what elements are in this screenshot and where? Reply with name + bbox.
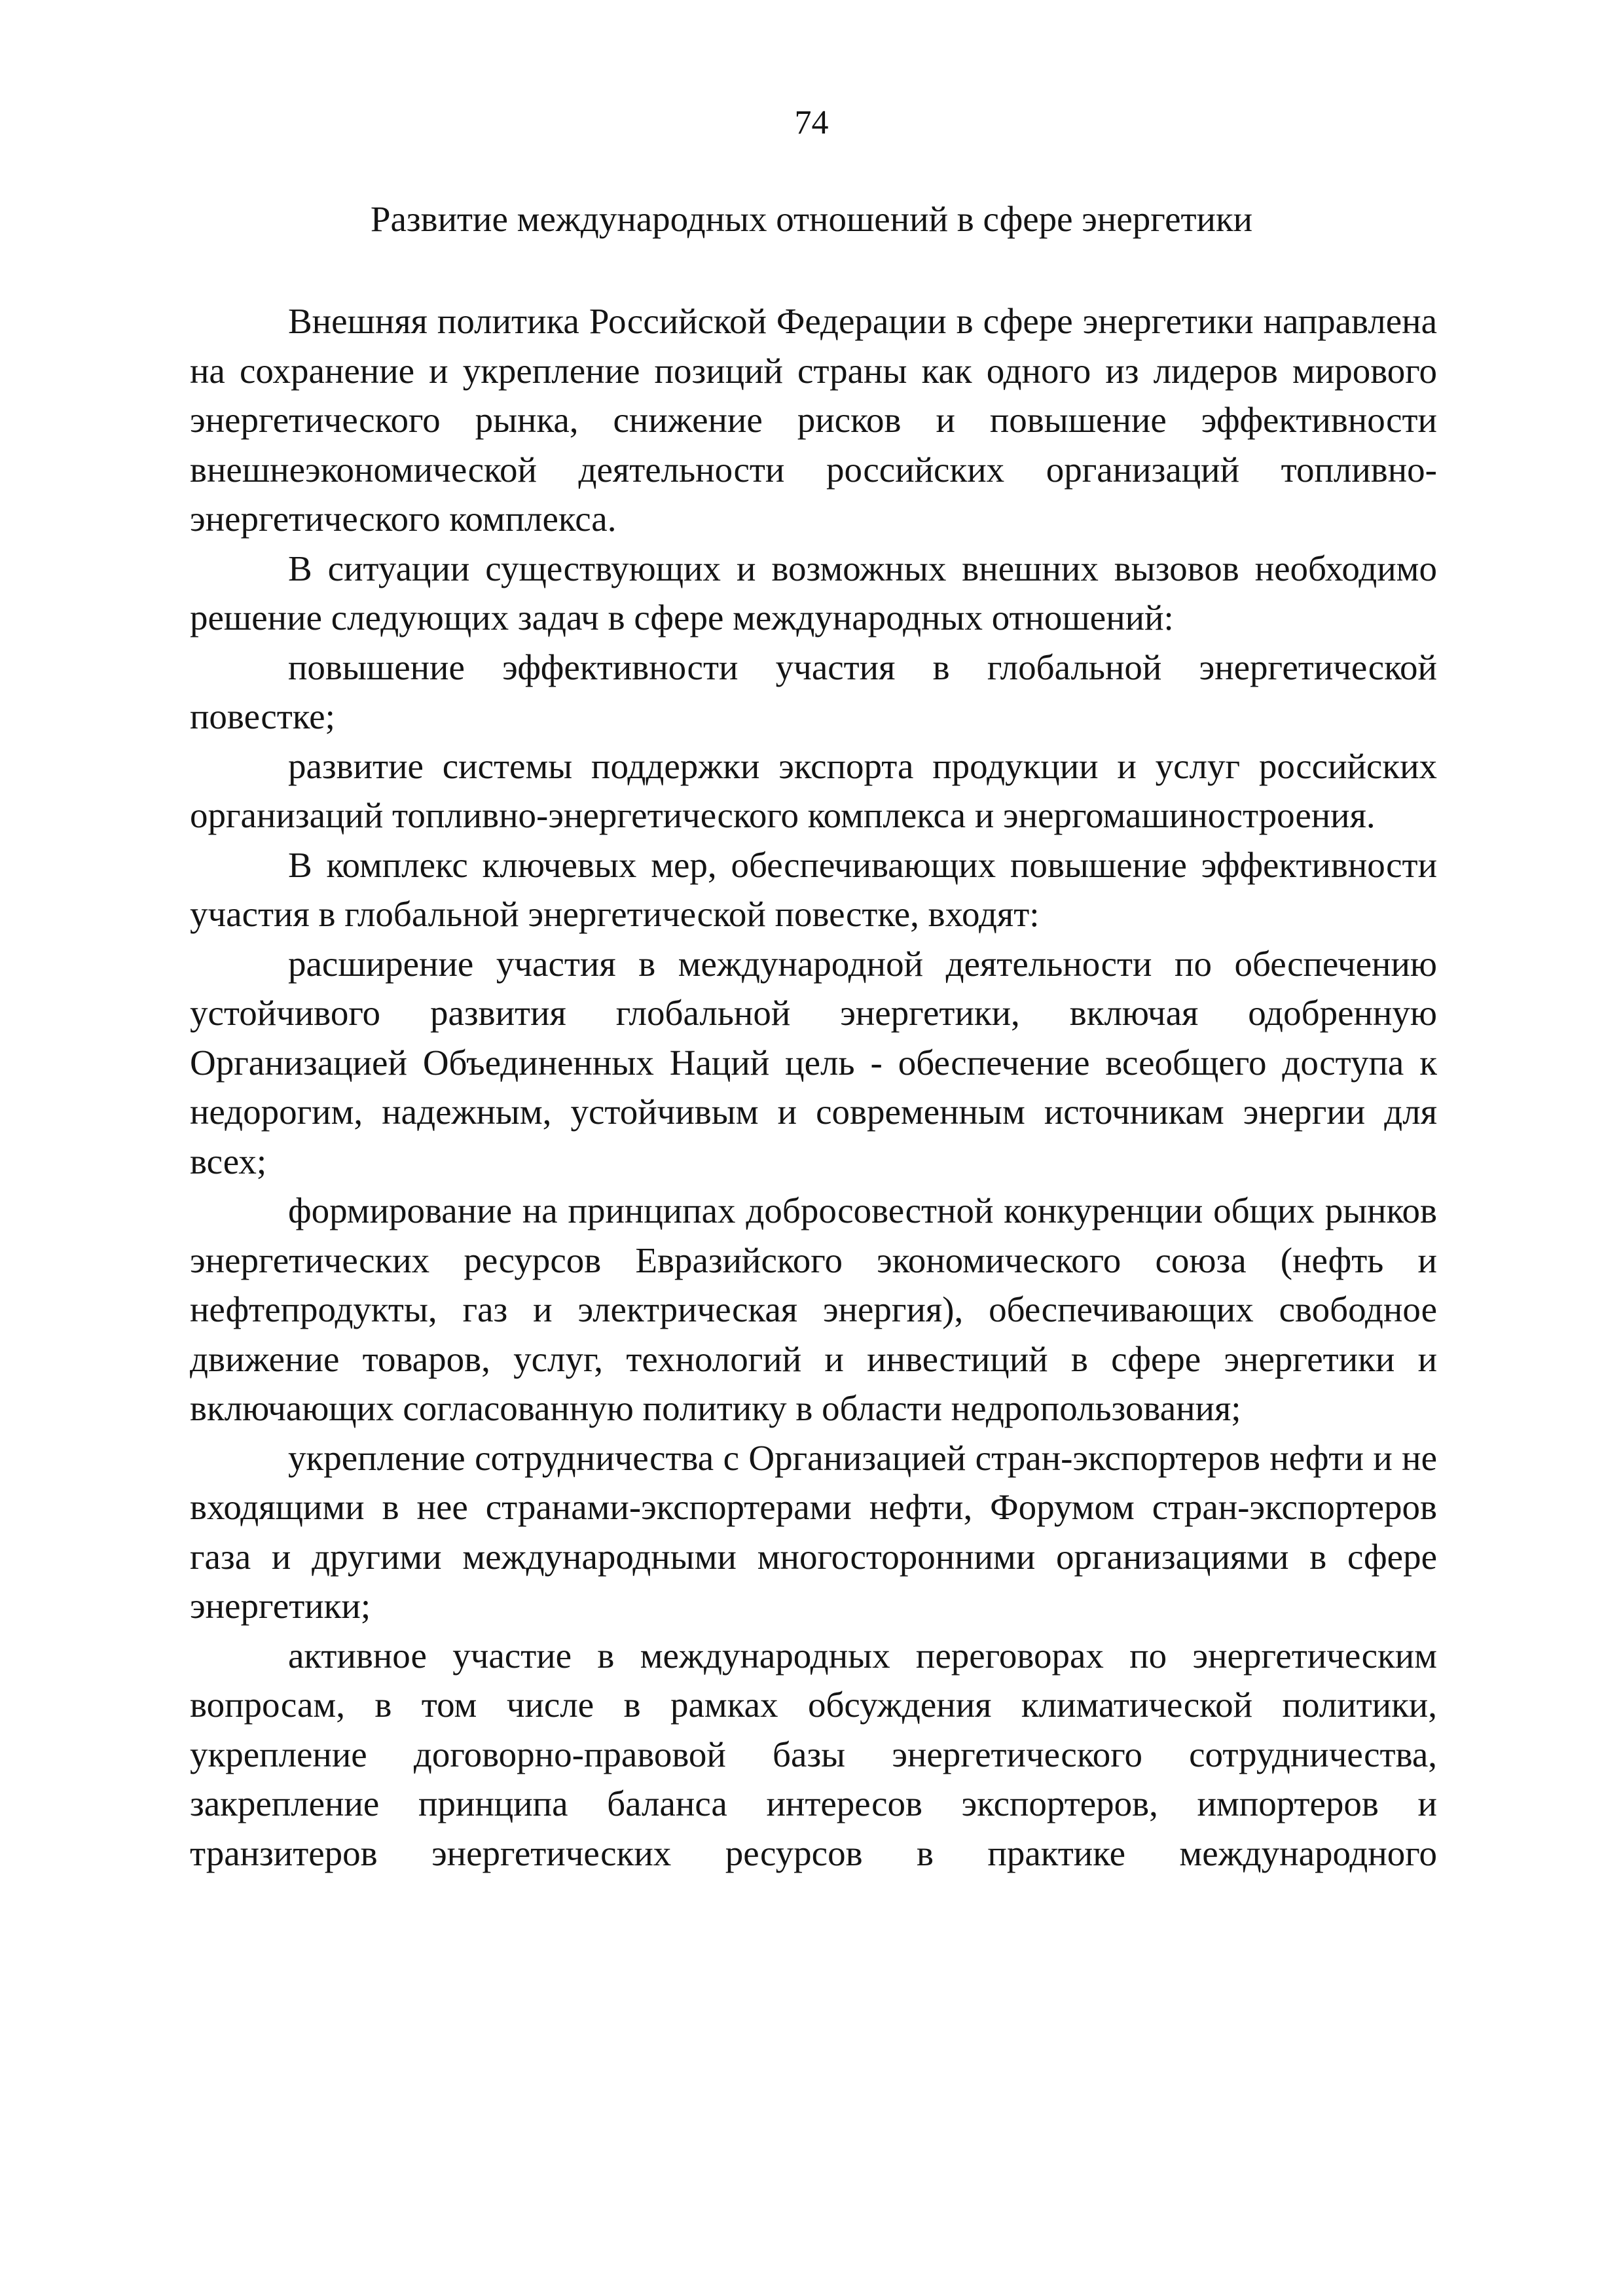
- section-heading: Развитие международных отношений в сфере энергетики: [370, 199, 1253, 239]
- paragraph: развитие системы поддержки экспорта продукции и услуг российских организаций топливно-энергетического комплекса и энергомашиностроения.: [190, 745, 1437, 835]
- paragraph: В ситуации существующих и возможных внешних вызовов необходимо решение следующих задач в сфере международных отношений:: [190, 548, 1437, 637]
- paragraph: В комплекс ключевых мер, обеспечивающих повышение эффективности участия в глобальной энергетической повестке, входят:: [190, 844, 1437, 934]
- paragraph: формирование на принципах добросовестной конкуренции общих рынков энергетических ресурсов Евразийского экономического союза (нефть и нефтепродукты, газ и электрическая энергия), обеспечивающих свободное движение товаров, услуг, технологий и инвестиций в сфере энергетики и включающих согласованную политику в области недропользования;: [190, 1191, 1437, 1428]
- paragraph: повышение эффективности участия в глобальной энергетической повестке;: [190, 647, 1437, 736]
- paragraph: Внешняя политика Российской Федерации в сфере энергетики направлена на сохранение и укрепление позиций страны как одного из лидеров мирового энергетического рынка, снижение рисков и повышение эффективности внешнеэкономической деятельности российских организаций топливно-энергетического комплекса.: [190, 301, 1437, 539]
- paragraph: укрепление сотрудничества с Организацией стран-экспортеров нефти и не входящими в нее странами-экспортерами нефти, Форумом стран-экспортеров газа и другими международными многосторонними организациями в сфере энергетики;: [190, 1437, 1437, 1626]
- paragraph: активное участие в международных переговорах по энергетическим вопросам, в том числе в рамках обсуждения климатической политики, укрепление договорно-правовой базы энергетического сотрудничества, закрепление принципа баланса интересов экспортеров, импортеров и транзитеров энергетических ресурсов в практике международного: [190, 1635, 1437, 1873]
- document-body: [190, 296, 1437, 1878]
- paragraph: расширение участия в международной деятельности по обеспечению устойчивого развития глобальной энергетики, включая одобренную Организацией Объединенных Наций цель - обеспечение всеобщего доступа к недорогим, надежным, устойчивым и современным источникам энергии для всех;: [190, 943, 1437, 1181]
- page-number: 74: [794, 104, 829, 141]
